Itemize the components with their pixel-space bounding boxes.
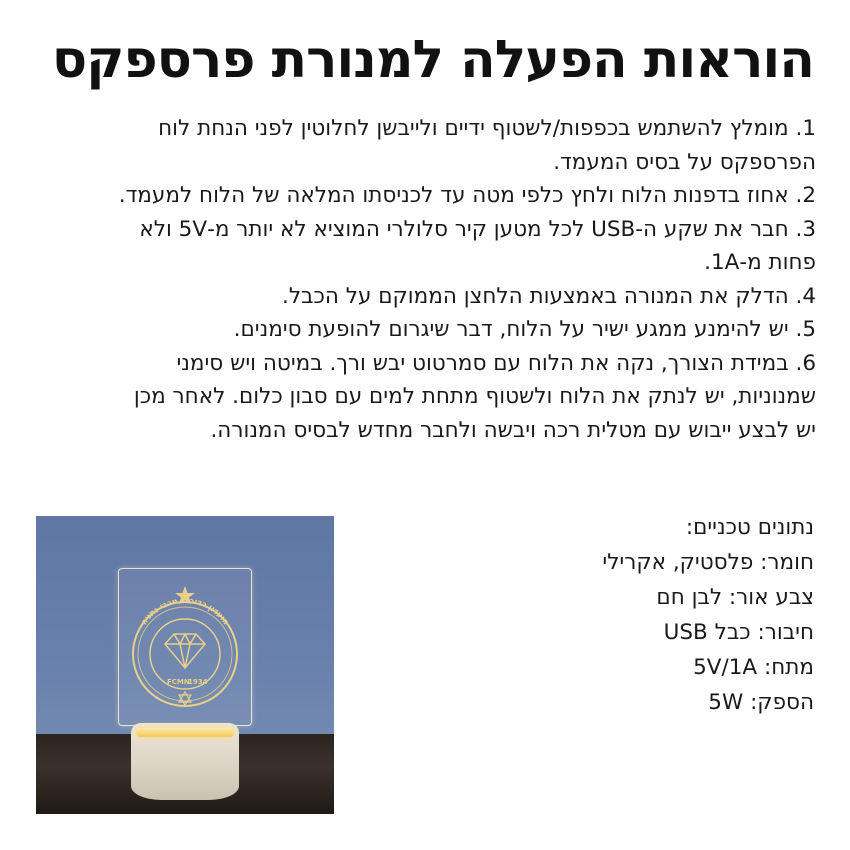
instruction-line: 6. במידת הצורך, נקה את הלוח עם סמרטוט יבש ורך. במיטה ויש סימני: [176, 350, 816, 376]
spec-connection: חיבור: כבל USB: [663, 620, 814, 645]
instruction-line: פחות מ-1A.: [704, 250, 816, 275]
lamp-glow: [136, 728, 234, 737]
instruction-line: 3. חבר את שקע ה-USB לכל מטען קיר סלולרי המוציא לא יותר מ-5V ולא: [139, 216, 816, 242]
instruction-line: יש לבצע ייבוש עם מטלית רכה ויבשה ולחבר מחדש לבסיס המנורה.: [210, 417, 816, 443]
star-of-david-icon: [179, 692, 191, 705]
spec-light-color: צבע אור: לבן חם: [656, 585, 814, 610]
tech-specs: [394, 510, 814, 720]
instruction-line: 2. אחוז בדפנות הלוח ולחץ כלפי מטה עד לכניסתו המלאה של הלוח למעמד.: [118, 183, 816, 208]
instruction-line: שמנוניות, יש לנתק את הלוח ולשטוף מתחת למים עם סבון כלום. לאחר מכן: [133, 384, 816, 409]
emblem-year: 1934: [188, 678, 208, 686]
specs-heading: נתונים טכניים:: [685, 515, 814, 540]
svg-text:מועדון כדורגל מכבי נתניה: [139, 596, 231, 627]
instruction-line: הפרספקס על בסיס המעמד.: [553, 149, 816, 175]
product-photo: [36, 516, 334, 814]
instruction-line: 4. הדלק את המנורה באמצעות הלחצן הממוקם על הכבל.: [282, 283, 816, 309]
diamond-icon: [165, 634, 205, 668]
emblem-ring-text: מועדון כדורגל מכבי נתניה: [139, 595, 231, 627]
spec-material: חומר: פלסטיק, אקרילי: [602, 550, 814, 575]
spec-voltage: מתח: 5V/1A: [693, 655, 814, 680]
instruction-line: 5. יש להימנע ממגע ישיר על הלוח, דבר שיגרום להופעת סימנים.: [233, 317, 816, 342]
spec-power: הספק: 5W: [708, 690, 814, 715]
instructions-list: [32, 112, 816, 447]
emblem-initials: FCMN: [167, 678, 190, 686]
page-title: הוראות הפעלה למנורת פרספקס: [51, 30, 814, 90]
instruction-line: 1. מומלץ להשתמש בכפפות/לשטוף ידיים ולייבשן לחלוטין לפני הנחת לוח: [158, 116, 816, 141]
